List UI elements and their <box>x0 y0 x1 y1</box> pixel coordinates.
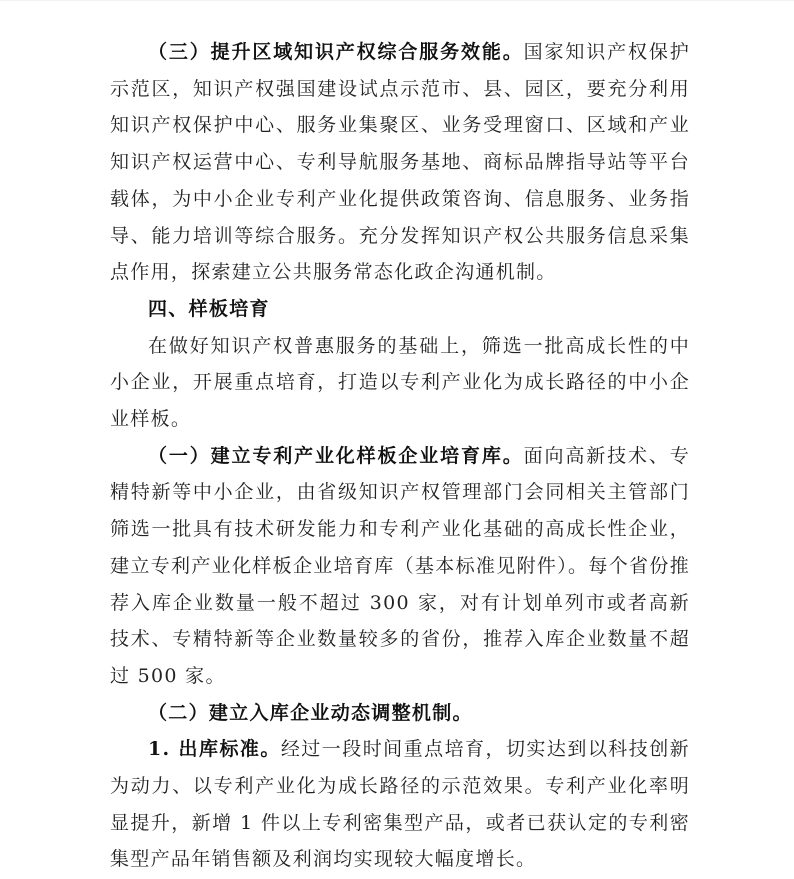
section-heading-sample-cultivation <box>110 291 690 328</box>
section-heading-text: 四、样板培育 <box>148 297 270 320</box>
paragraph-exit-standard <box>110 731 690 878</box>
paragraph-cultivation-library <box>110 438 690 695</box>
page-top-edge <box>0 0 794 1</box>
document-body <box>110 34 690 878</box>
paragraph-text: 经过一段时间重点培育，切实达到以科技创新为动力、以专利产业化为成长路径的示范效果。专利产业化率明显提升，新增 1 件以上专利密集型产品，或者已获认定的专利密集型产品年销售额及利润均实现较大幅度增长。 <box>110 738 690 871</box>
paragraph-lead-bold: （二）建立入库企业动态调整机制。 <box>148 701 473 724</box>
paragraph-text: 面向高新技术、专精特新等中小企业，由省级知识产权管理部门会同相关主管部门筛选一批具有技术研发能力和专利产业化基础的高成长性企业，建立专利产业化样板企业培育库（基本标准见附件）。每个省份推荐入库企业数量一般不超过 300 家，对有计划单列市或者高新技术、专精特新等企业数量较多的省份，推荐入库企业数量不超过 500 家。 <box>110 444 690 687</box>
paragraph-lead-bold: （三）提升区域知识产权综合服务效能。 <box>148 41 524 63</box>
paragraph-lead-bold: （一）建立专利产业化样板企业培育库。 <box>148 444 524 467</box>
paragraph-lead-bold: 1. 出库标准。 <box>148 738 281 761</box>
paragraph-text: 国家知识产权保护示范区，知识产权强国建设试点示范市、县、园区，要充分利用知识产权保护中心、服务业集聚区、业务受理窗口、区域和产业知识产权运营中心、专利导航服务基地、商标品牌指导站等平台载体，为中小企业专利产业化提供政策咨询、信息服务、业务指导、能力培训等综合服务。充分发挥知识产权公共服务信息采集点作用，探索建立公共服务常态化政企沟通机制。 <box>110 41 690 284</box>
paragraph-text: 在做好知识产权普惠服务的基础上，筛选一批高成长性的中小企业，开展重点培育，打造以专利产业化为成长路径的中小企业样板。 <box>110 334 690 431</box>
paragraph-dynamic-adjustment <box>110 695 690 732</box>
paragraph-service-efficiency <box>110 34 690 291</box>
paragraph-sample-intro <box>110 328 690 438</box>
